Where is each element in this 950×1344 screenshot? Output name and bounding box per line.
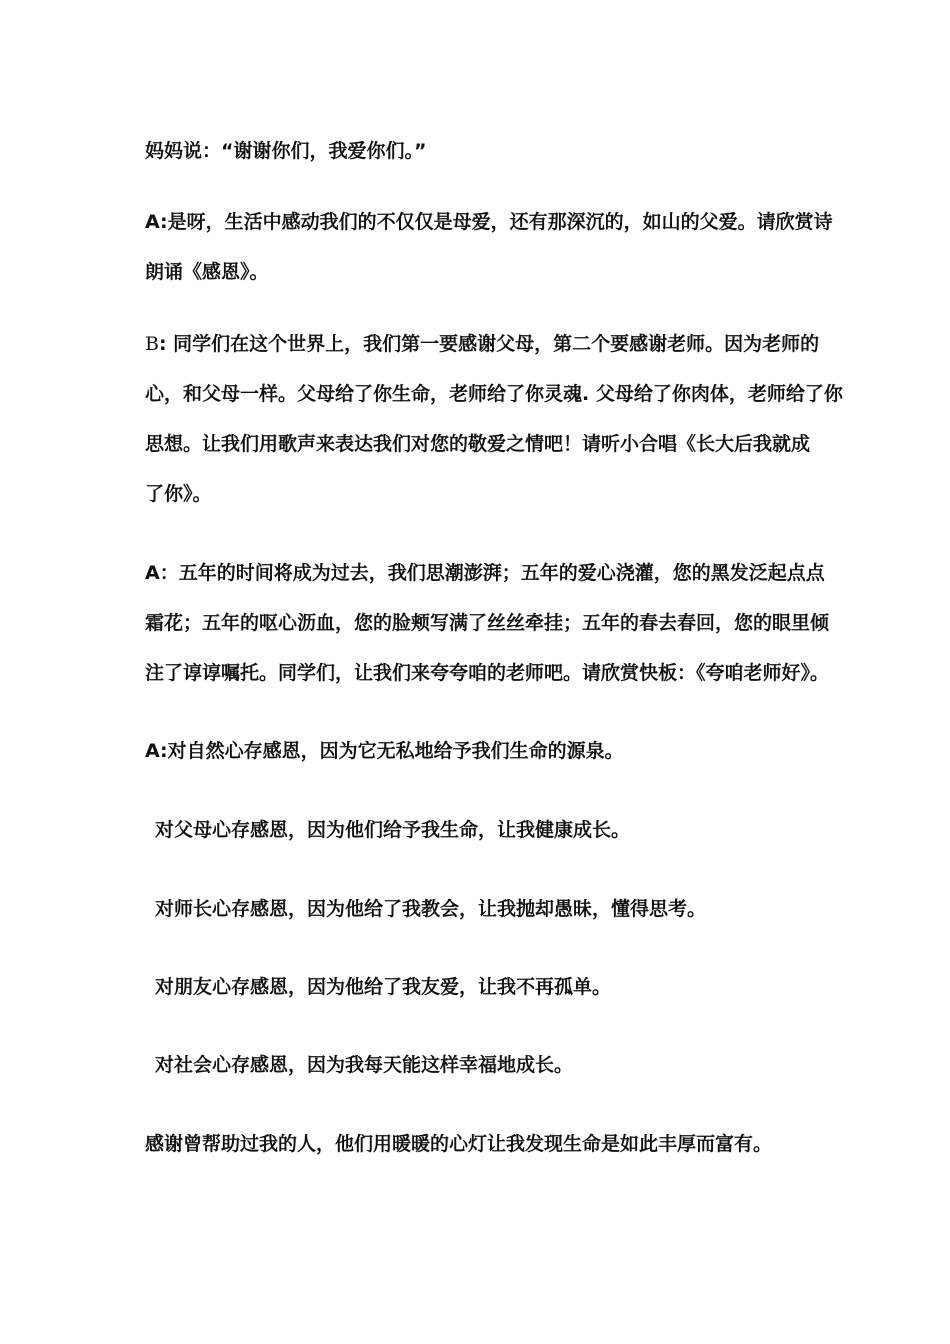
speaker-b-label: B [145, 333, 159, 355]
paragraph-gratitude-friends: 对朋友心存感恩，因为他给了我友爱，让我不再孤单。 [155, 976, 612, 998]
paragraph-mother-line: 妈妈说：“谢谢你们，我爱你们。” [145, 140, 427, 162]
paragraph-b-teacher-line-4: 了你》。 [145, 483, 212, 505]
paragraph-a-fiveyears-line-2: 霜花；五年的呕心沥血，您的脸颊写满了丝丝牵挂；五年的春去春回，您的眼里倾 [145, 612, 830, 634]
paragraph-gratitude-teachers: 对师长心存感恩，因为他给了我教会，让我抛却愚昧，懂得思考。 [155, 898, 707, 920]
paragraph-a-fiveyears-line-1: A：五年的时间将成为过去，我们思潮澎湃；五年的爱心浇灌，您的黑发泛起点点 [145, 562, 825, 584]
paragraph-a-gratitude-nature: A:对自然心存感恩，因为它无私地给予我们生命的源泉。 [145, 740, 624, 762]
paragraph-gratitude-society: 对社会心存感恩，因为我每天能这样幸福地成长。 [155, 1054, 574, 1076]
paragraph-b-teacher-line-1 [145, 331, 825, 357]
paragraph-b-teacher-line-1-text: : 同学们在这个世界上，我们第一要感谢父母，第二个要感谢老师。因为老师的 [158, 333, 820, 355]
paragraph-a-fatherlove-line-2: 朗诵《感恩》。 [145, 261, 269, 283]
paragraph-gratitude-parents: 对父母心存感恩，因为他们给予我生命，让我健康成长。 [155, 819, 631, 841]
paragraph-a-fatherlove-line-1: A:是呀，生活中感动我们的不仅仅是母爱，还有那深沉的，如山的父爱。请欣赏诗 [145, 211, 833, 233]
paragraph-b-teacher-line-2: 心，和父母一样。父母给了你生命，老师给了你灵魂. 父母给了你肉体，老师给了你 [145, 383, 843, 405]
paragraph-b-teacher-line-3: 思想。让我们用歌声来表达我们对您的敬爱之情吧！请听小合唱《长大后我就成 [145, 433, 811, 455]
paragraph-closing: 感谢曾帮助过我的人，他们用暖暖的心灯让我发现生命是如此丰厚而富有。 [145, 1133, 773, 1155]
paragraph-a-fiveyears-line-3: 注了谆谆嘱托。同学们，让我们来夸夸咱的老师吧。请欣赏快板：《夸咱老师好》。 [145, 662, 830, 684]
